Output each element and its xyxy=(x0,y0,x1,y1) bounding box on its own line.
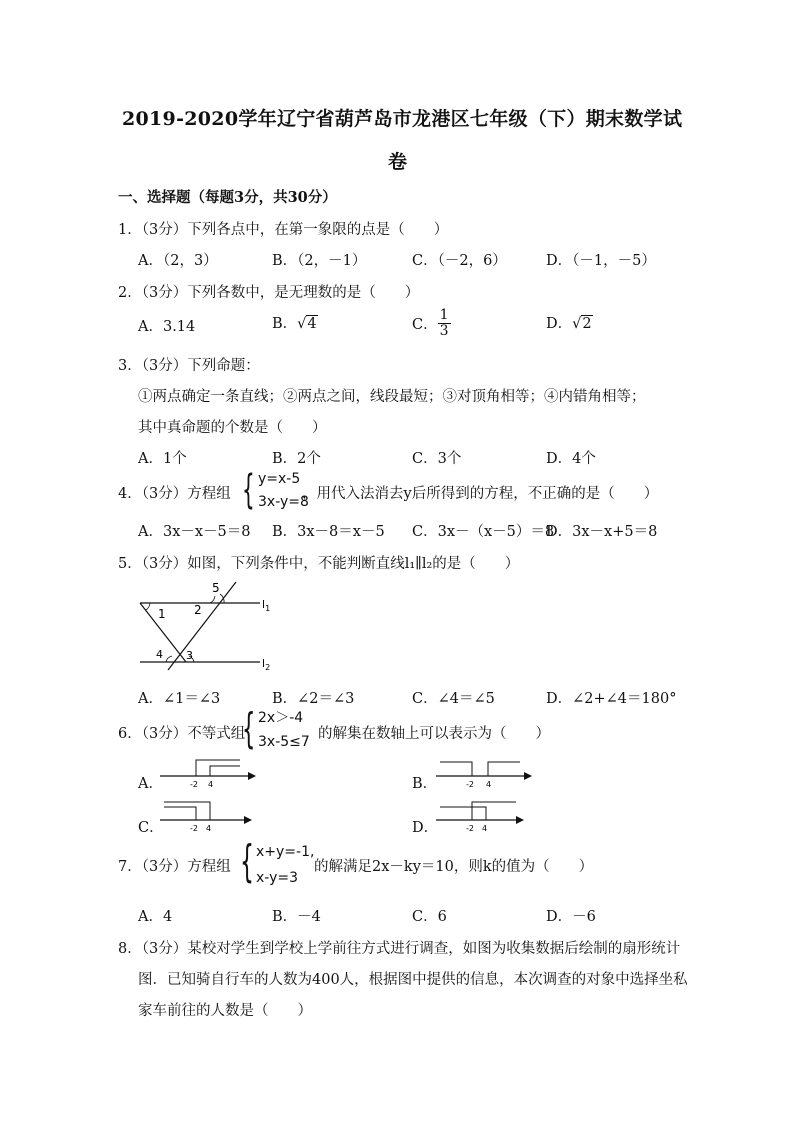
q5-option-c: C．∠4＝∠5 xyxy=(412,691,495,707)
q6-inequality-2: 3x-5≤7 xyxy=(258,734,310,750)
question-1: 1．（3分）下列各点中，在第一象限的点是（ ） xyxy=(118,222,449,238)
q7-option-c: C．6 xyxy=(412,909,447,925)
q4-option-b: B．3x－8＝x－5 xyxy=(272,524,385,540)
question-7-suffix: 的解满足2x－ky＝10，则k的值为（ ） xyxy=(314,859,594,875)
fraction-denominator: 3 xyxy=(439,323,449,339)
q2-option-d xyxy=(546,312,593,333)
section-heading: 一、选择题（每题3分，共30分） xyxy=(118,189,337,206)
q3-option-d: D．4个 xyxy=(546,451,596,467)
q2-option-c-label: C． xyxy=(412,317,438,333)
svg-text:4: 4 xyxy=(208,780,214,789)
question-4-prefix: 4．（3分）方程组 xyxy=(118,486,231,502)
parallel-lines-figure xyxy=(136,578,286,674)
q6-option-b: B． xyxy=(412,776,438,792)
q5-option-d: D．∠2+∠4＝180° xyxy=(546,691,677,707)
q7-option-b: B．－4 xyxy=(272,909,321,925)
fraction xyxy=(438,308,451,339)
q4-option-a: A．3x－x－5＝8 xyxy=(138,524,251,540)
q1-option-b: B．（2，－1） xyxy=(272,253,367,269)
q7-equation-2: x-y=3 xyxy=(256,870,299,886)
number-line-c xyxy=(160,798,260,832)
question-8-line-1: 8．（3分）某校对学生到学校上学前往方式进行调查，如图为收集数据后绘制的扇形统计 xyxy=(118,941,681,957)
number-line-d xyxy=(436,798,536,832)
svg-text:-2: -2 xyxy=(466,824,474,832)
question-2: 2．（3分）下列各数中，是无理数的是（ ） xyxy=(118,285,420,301)
angle-label-1: 1 xyxy=(158,607,166,621)
equation-system-brace: { xyxy=(240,836,254,887)
angle-arc-1 xyxy=(146,603,150,610)
svg-text:-2: -2 xyxy=(190,824,198,832)
q2-option-c xyxy=(412,308,451,339)
question-3-ask: 其中真命题的个数是（ ） xyxy=(138,420,327,436)
q1-option-a: A．（2，3） xyxy=(138,253,218,269)
q2-option-d-label: D． xyxy=(546,316,573,332)
svg-text:-2: -2 xyxy=(190,780,198,789)
q6-option-c: C． xyxy=(138,820,164,836)
equation-system-brace: { xyxy=(242,467,255,513)
svg-text:4: 4 xyxy=(482,824,488,832)
q2-option-b-label: B． xyxy=(272,316,298,332)
q3-option-a: A．1个 xyxy=(138,451,187,467)
q4-equation-1: y=x-5 xyxy=(258,471,301,487)
angle-arc-2 xyxy=(210,596,215,603)
angle-label-3: 3 xyxy=(186,649,193,662)
q1-option-c: C．（－2，6） xyxy=(412,253,507,269)
line-label-l2: $l_2$ xyxy=(262,657,271,672)
q6-option-d: D． xyxy=(412,820,439,836)
q2-option-b-radicand: 4 xyxy=(307,316,317,332)
angle-label-4: 4 xyxy=(156,648,163,661)
q4-option-c: C．3x－（x－5）＝8 xyxy=(412,524,555,540)
page-title-continued: 卷 xyxy=(388,151,408,173)
q6-option-a: A． xyxy=(138,776,163,792)
question-8-line-3: 家车前往的人数是（ ） xyxy=(138,1003,312,1019)
inequality-system-brace: { xyxy=(242,704,256,753)
sqrt-symbol: √ xyxy=(297,316,307,332)
line-label-l1: $l_1$ xyxy=(262,598,271,613)
transversal-right xyxy=(168,582,236,670)
question-8-line-2: 图．已知骑自行车的人数为400人，根据图中提供的信息，本次调查的对象中选择坐私 xyxy=(138,972,688,988)
q4-option-d: D．3x－x+5＝8 xyxy=(546,524,658,540)
question-3: 3．（3分）下列命题： xyxy=(118,358,260,374)
q2-option-d-radicand: 2 xyxy=(582,316,592,332)
svg-text:-2: -2 xyxy=(466,780,474,789)
q4-equation-2: 3x-y=8 xyxy=(258,494,309,510)
q6-inequality-1: 2x＞-4 xyxy=(258,710,304,726)
q7-option-d: D．－6 xyxy=(546,909,596,925)
number-line-b xyxy=(436,756,536,790)
q1-option-d: D．（－1，－5） xyxy=(546,253,656,269)
question-6-suffix: 的解集在数轴上可以表示为（ ） xyxy=(318,726,550,742)
sqrt-symbol: √ xyxy=(572,316,582,332)
q7-equation-1: x+y=-1, xyxy=(256,844,315,860)
angle-label-5: 5 xyxy=(212,581,220,595)
q3-option-b: B．2个 xyxy=(272,451,321,467)
svg-text:4: 4 xyxy=(206,824,212,832)
q7-option-a: A．4 xyxy=(138,909,173,925)
q3-option-c: C．3个 xyxy=(412,451,462,467)
q5-option-a: A．∠1＝∠3 xyxy=(138,691,221,707)
question-6-prefix: 6．（3分）不等式组 xyxy=(118,726,246,742)
page-title: 2019-2020学年辽宁省葫芦岛市龙港区七年级（下）期末数学试 xyxy=(122,108,683,130)
question-4-suffix: ，用代入法消去y后所得到的方程，不正确的是（ ） xyxy=(302,486,659,502)
fraction-numerator: 1 xyxy=(439,307,449,323)
angle-label-2: 2 xyxy=(194,603,202,617)
number-line-a xyxy=(160,756,260,790)
q2-option-b xyxy=(272,312,318,333)
q2-option-a: A．3.14 xyxy=(138,319,196,335)
question-7-prefix: 7．（3分）方程组 xyxy=(118,859,231,875)
svg-text:4: 4 xyxy=(486,780,492,789)
angle-arc-4 xyxy=(166,656,172,662)
question-3-statements: ①两点确定一条直线；②两点之间，线段最短；③对顶角相等；④内错角相等； xyxy=(138,389,646,405)
q5-option-b: B．∠2＝∠3 xyxy=(272,691,355,707)
question-5: 5．（3分）如图，下列条件中，不能判断直线l₁∥l₂的是（ ） xyxy=(118,556,520,572)
